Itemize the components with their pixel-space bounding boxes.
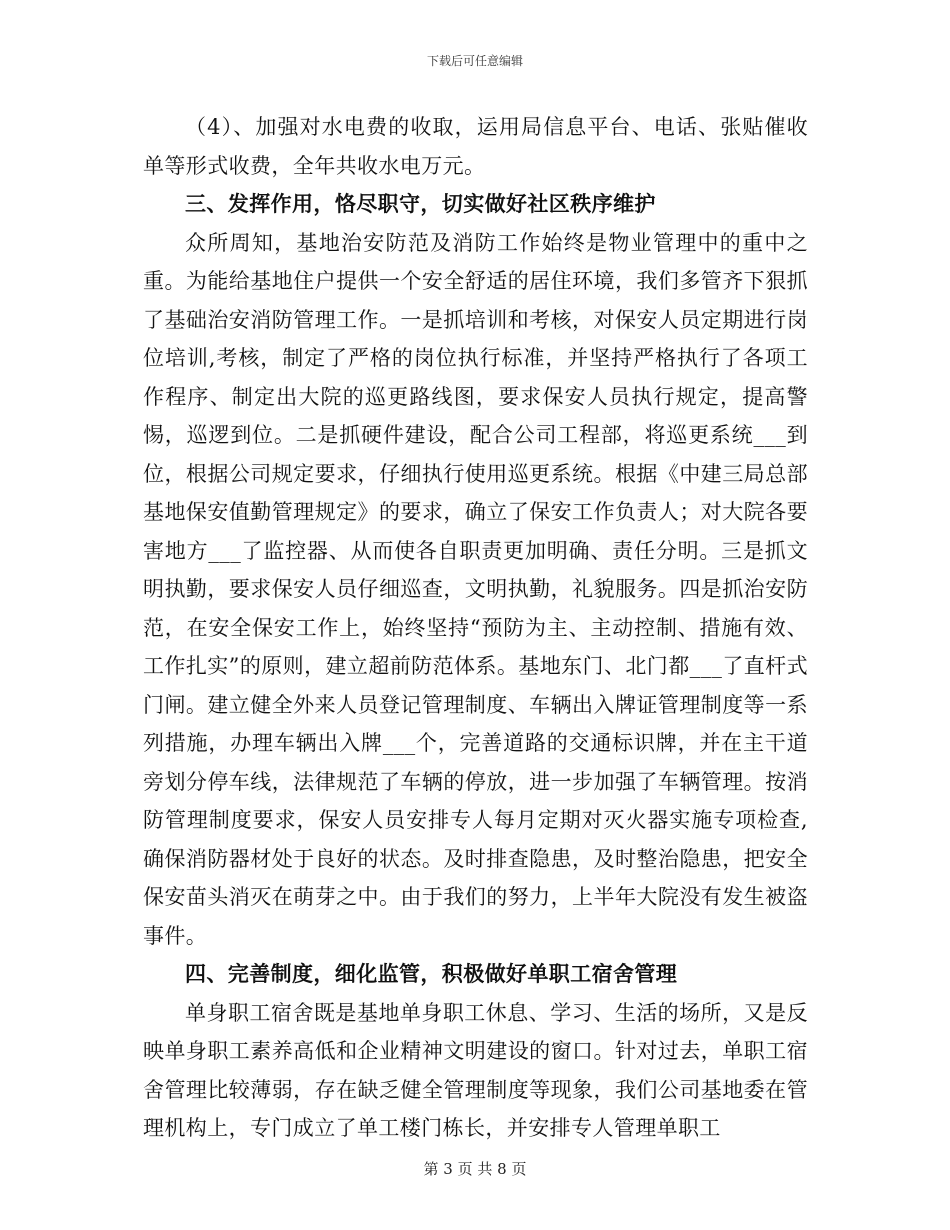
page-number: 第 3 页 共 8 页	[423, 1160, 527, 1178]
paragraph-security: 众所周知，基地治安防范及消防工作始终是物业管理中的重中之重。为能给基地住户提供一个安全舒适的居住环境，我们多管齐下狠抓了基础治安消防管理工作。一是抓培训和考核，对保安人员定期进行岗位培训,考核，制定了严格的岗位执行标准，并坚持严格执行了各项工作程序、制定出大院的巡更路线图，要求保安人员执行规定，提高警惕，巡逻到位。二是抓硬件建设，配合公司工程部，将巡更系统___到位，根据公司规定要求，仔细执行使用巡更系统。根据《中建三局总部基地保安值勤管理规定》的要求，确立了保安工作负责人；对大院各要害地方___了监控器、从而使各自职责更加明确、责任分明。三是抓文明执勤，要求保安人员仔细巡查，文明执勤，礼貌服务。四是抓治安防范，在安全保安工作上，始终坚持“预防为主、主动控制、措施有效、工作扎实”的原则，建立超前防范体系。基地东门、北门都___了直杆式门闸。建立健全外来人员登记管理制度、车辆出入牌证管理制度等一系列措施，办理车辆出入牌___个，完善道路的交通标识牌，并在主干道旁划分停车线，法律规范了车辆的停放，进一步加强了车辆管理。按消防管理制度要求，保安人员安排专人每月定期对灭火器实施专项检查,确保消防器材处于良好的状态。及时排查隐患，及时整治隐患，把安全保安苗头消灭在萌芽之中。由于我们的努力，上半年大院没有发生被盗事件。	[143, 230, 808, 948]
section-heading-3: 三、发挥作用，恪尽职守，切实做好社区秩序维护	[185, 192, 656, 216]
paragraph-water-electricity: （4）、加强对水电费的收取，运用局信息平台、电话、张贴催收单等形式收费，全年共收水电万元。	[143, 115, 808, 178]
section-heading-4: 四、完善制度，细化监管，积极做好单职工宿舍管理	[185, 962, 678, 986]
document-body	[143, 108, 808, 1148]
paragraph-dormitory: 单身职工宿舍既是基地单身职工休息、学习、生活的场所，又是反映单身职工素养高低和企业精神文明建设的窗口。针对过去，单职工宿舍管理比较薄弱，存在缺乏健全管理制度等现象，我们公司基地委在管理机构上，专门成立了单工楼门栋长，并安排专人管理单职工	[143, 1000, 808, 1140]
header-note: 下载后可任意编辑	[426, 54, 523, 68]
